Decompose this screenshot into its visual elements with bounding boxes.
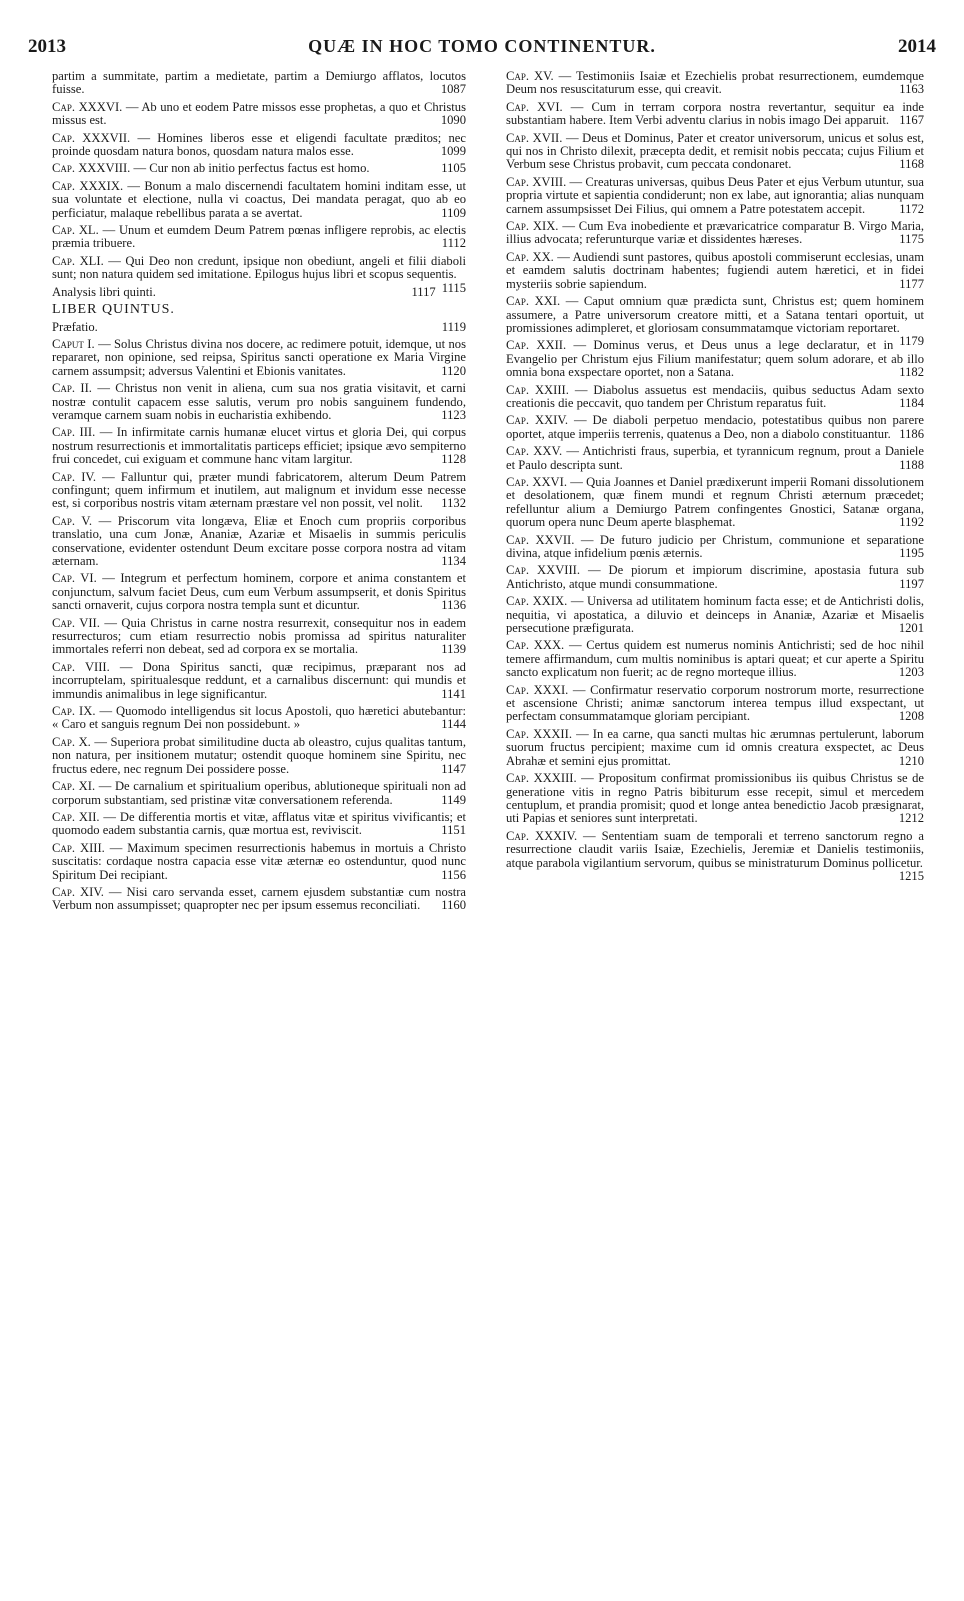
toc-entry [52,515,466,569]
toc-entry [52,842,466,882]
chapter-number: Cap. XXXVIII. [52,161,131,176]
book-heading: LIBER QUINTUS. [52,302,175,318]
toc-entry [52,132,466,159]
page-number-left: 2013 [28,36,66,57]
chapter-summary: — Integrum et perfectum hominem, corpore et anima constantem et conjunctum, salvum faciet Deus, cum eum Verbum assumpserit, et donis Spiritus sancti ornaverit, cujus corpora nostra templa sunt et dicuntur. [52,571,466,613]
chapter-summary: — De futuro judicio per Christum, communione et separatione divina, atque infidelium pœnis æternis. [506,532,924,560]
chapter-number: Cap. XI. [52,779,96,794]
chapter-summary: — Universa ad utilitatem hominum facta esse; et de Antichristi dolis, nequitia, vi apostatica, a diluvio et deinceps in Ananiæ, Azariæ et Misaelis persecutione præfigurata. [506,594,924,636]
page-reference: 1134 [441,554,466,568]
chapter-summary: — Maximum specimen resurrectionis habemus in mortuis a Christo suscitatis: cordaque nostra capacia esse vitæ æternæ eo ostenduntur, quod nunc Spiritum Dei recipiant. [52,840,466,882]
toc-entry [52,180,466,220]
page-reference: 1208 [898,709,924,724]
page-reference: 1167 [899,113,924,128]
page-reference: 1149 [441,792,466,807]
chapter-number: Cap. II. [52,381,92,396]
page-reference: 1212 [898,811,924,826]
chapter-number: Cap. XXI. [506,294,561,309]
chapter-summary: — Confirmatur reservatio corporum nostrorum morte, resurrectione et ascensione Christi; animæ sanctorum interea tempus illud exspectant, ut perfectam consummatamque gloriam percipiant. [506,682,924,724]
chapter-summary: — De diaboli perpetuo mendacio, potestatibus quibus non parere oportet, atque imperiis terrenis, quatenus a Deo, non a diabolo constituantur. [506,413,924,441]
page-reference: 1197 [899,576,924,591]
chapter-number: Cap. XXIX. [506,594,568,609]
toc-entry [52,426,466,466]
toc-entry [506,101,924,128]
page-reference: 1186 [899,426,924,441]
chapter-number: Cap. VII. [52,615,100,630]
toc-entry [506,639,924,679]
chapter-number: Cap. XV. [506,69,554,83]
chapter-number: Cap. XXVII. [506,532,575,547]
chapter-number: Cap. XXXIV. [506,828,578,843]
toc-entry [52,811,466,838]
chapter-summary: — De differentia mortis et vitæ, afflatus vitæ et spiritus vivificantis; et quomodo eadem substantia carnis, quæ mortua est, reviviscit. [52,809,466,838]
chapter-summary: partim a summitate, partim a medietate, partim a Demiurgo afflatos, locutos fuisse. [52,69,466,97]
toc-entry [52,162,466,175]
toc-entry [506,176,924,216]
toc-entry [506,132,924,172]
toc-entry [506,564,924,591]
chapter-summary: Analysis libri quinti. [52,284,156,299]
chapter-summary: — Deus et Dominus, Pater et creator universorum, unicus et solus est, qui nos in Christo dilexit, præcepta dedit, et remisit nobis peccata; cujus Filium et Verbum sese Christus probavit, cum peccata condonaret. [506,130,924,172]
page-reference: 1115 [441,280,466,295]
chapter-number: Cap. XX. [506,249,554,264]
chapter-summary: — Caput omnium quæ prædicta sunt, Christus est; quem hominem assumere, a Patre universorum creatore mitti, et a Satana tentari oportuit, ut promissiones adimpleret, et gloriosam consummatamque victoriam reportaret. [506,294,925,335]
toc-entry [52,705,466,732]
page-reference: 1177 [899,276,924,291]
chapter-number: Cap. XXXIII. [506,771,577,786]
chapter-summary: — Certus quidem est numerus nominis Antichristi; sed de hoc nihil temere affirmandum, cum multis nominibus is aptari queat; et cur aperte a Spiritu sancto explicatum non fuerit; ac de regno morteque illius. [506,638,924,680]
page-reference: 1160 [441,898,466,913]
left-column [52,70,466,917]
page-reference: 1136 [441,598,466,613]
chapter-number: Cap. XXXII. [506,726,572,741]
page-reference: 1182 [899,365,924,380]
chapter-summary: — Falluntur qui, præter mundi fabricatorem, alterum Deum Patrem confingunt; quem infirmum et inutilem, aut malignum et invidum esse necesse est, si corporibus nostris vitam æternam præstare vel non possit, vel nolit. [52,469,467,511]
page-reference: 1117 [411,284,436,299]
chapter-summary: Præfatio. [52,319,98,334]
chapter-summary: — Quia Joannes et Daniel prædixerunt imperii Romani dissolutionem et desolationem, quæ finem mundi et regnum Christi æternum præcedet; refelluntur alium a Demiurgo Patrem confingentes Gnostici, Satanæ organa, quorum opera nunc Deum aperte blasphemat. [506,474,924,530]
chapter-summary: — Ab uno et eodem Patre missos esse prophetas, a quo et Christus missus est. [52,99,466,128]
chapter-number: Cap. XVIII. [506,174,567,189]
chapter-summary: — Creaturas universas, quibus Deus Pater et ejus Verbum utuntur, sua propria virtute et sapientia condiderunt; non ex labe, aut ignorantia; alias nunquam carnem assumpsisset Dei Filius, qui omnem a Patre potestatem accepit. [506,174,924,216]
chapter-number: Cap. XXXI. [506,682,569,697]
chapter-number: Cap. XXVI. [506,474,567,489]
chapter-number: Caput I. [52,336,95,351]
page-reference: 1128 [441,452,466,467]
chapter-summary: — Christus non venit in aliena, cum sua nos gratia visitavit, et carni nostræ contulit capacem esse salutis, verum pro nobis sanguinem fundendo, veramque carnem suam nobis in eucharistia exhibendo. [52,381,467,422]
page-reference: 1215 [898,868,924,883]
page-reference: 1139 [441,642,466,657]
chapter-summary: — De carnalium et spiritualium operibus, ablutioneque spirituali non ad corporum substantiam, sed pristinæ vitæ conversationem referenda. [52,779,466,807]
chapter-number: Cap. VI. [52,571,97,586]
chapter-summary: — Superiora probat similitudine ducta ab oleastro, cujus qualitas tantum, non natura, per insitionem mutatur; ostendit quoque hominem sine Spiritu, nec fructus edere, nec regnum Dei possidere posse. [52,734,466,776]
toc-entry [52,321,466,334]
toc-entry [52,886,466,913]
chapter-number: Cap. XXIII. [506,382,569,397]
chapter-summary: — Antichristi fraus, superbia, et tyrannicum regnum, prout a Daniele et Paulo descripta sunt. [506,444,924,472]
page-reference: 1163 [899,82,924,97]
chapter-number: Cap. XL. [52,223,99,238]
toc-entry [506,828,924,883]
toc-entry [506,772,924,826]
page-reference: 1179 [899,334,924,349]
chapter-number: Cap. XXII. [506,338,567,353]
chapter-summary: — Dona Spiritus sancti, quæ recipimus, præparant nos ad incorruptelam, spiritualesque reddunt, et a carnalibus discernunt: qui mundis et immundis animalibus in lege significantur. [52,659,466,701]
chapter-summary: — Quia Christus in carne nostra resurrexit, consequitur nos in eadem resurrecturos; cum etiam resurrectio nobis promissa ad spiritus naturaliter immortales referri non debeat, sed ad corpora ex se mortalia. [52,615,466,657]
running-title: QUÆ IN HOC TOMO CONTINENTUR. [308,36,656,56]
chapter-summary: — In infirmitate carnis humanæ elucet virtus et gloria Dei, qui corpus nostrum resurrectionis et immortalitatis particeps efficiet; ipsique ævo sempiterno frui concedet, cui exiguam et commune hanc vitam largitur. [52,425,466,467]
toc-entry [506,595,924,635]
page-reference: 1099 [440,144,466,159]
chapter-number: Cap. XXXVI. [52,99,123,114]
toc-entry [506,534,924,561]
chapter-number: Cap. XXVIII. [506,563,581,578]
page-reference: 1119 [441,319,466,334]
toc-entry [52,382,466,422]
page-reference: 1120 [441,363,466,378]
page-reference: 1144 [441,717,466,732]
chapter-summary: — Qui Deo non credunt, ipsique non obediunt, angeli et filii diaboli sunt; non natura quidem sed imitatione. Epilogus hujus libri et scopus sequentis. [52,253,466,282]
chapter-number: Cap. X. [52,734,91,749]
page-reference: 1090 [440,113,466,128]
chapter-number: Cap. XIV. [52,884,104,899]
toc-entry [52,286,466,299]
chapter-number: Cap. III. [52,425,96,440]
chapter-number: Cap. IX. [52,704,96,719]
chapter-number: Cap. XVI. [506,99,563,114]
chapter-summary: — Cum Eva inobediente et prævaricatrice comparatur B. Virgo Maria, illius advocata; referunturque variæ et dissidentes hæreses. [506,219,925,247]
chapter-number: Cap. VIII. [52,659,110,674]
page-reference: 1112 [441,236,466,251]
toc-entry [52,661,466,701]
chapter-number: Cap. XVII. [506,130,563,145]
page-reference: 1210 [898,753,924,768]
chapter-summary: — Cum in terram corpora nostra revertantur, sequitur ea inde substantiam habere. Item Verbi adventu clarius in nobis imago Dei apparuit. [506,99,924,128]
page-reference: 1203 [898,665,924,680]
page-reference: 1151 [441,823,466,838]
chapter-summary: — Priscorum vita longæva, Eliæ et Enoch cum propriis corporibus translatio, una cum Jonæ, Ananiæ, Azariæ et Misaelis in summis periculis conservatione, evidenter ostendunt Deum excitare posse corpora nostra ad vitam æternam. [52,513,467,568]
toc-entry [52,780,466,807]
chapter-number: Cap. V. [52,513,93,528]
toc-entry [506,445,924,472]
chapter-number: Cap. XIX. [506,219,559,234]
chapter-number: Cap. XII. [52,809,100,824]
chapter-number: Cap. XXXIX. [52,178,124,193]
toc-entry [52,617,466,657]
chapter-summary: — Unum et eumdem Deum Patrem pœnas infligere reprobis, ac electis præmia tribuere. [52,223,466,251]
chapter-summary: — Quomodo intelligendus sit locus Apostoli, quo hæretici abutebantur: « Caro et sanguis regnum Dei non possidebunt. » [52,704,467,732]
toc-entry [506,70,924,97]
chapter-summary: — Homines liberos esse et eligendi facultate præditos; nec proinde quosdam natura bonos, quosdam natura malos esse. [52,130,466,159]
chapter-summary: — Sententiam suam de temporali et terreno sanctorum regno a resurrectione claudit variis Isaiæ, Ezechielis, Jeremiæ et Danielis testimoniis, atque parabola vigilantium servorum, quibus se ministraturum Dominus pollicetur. [506,828,924,870]
chapter-summary: — De piorum et impiorum discrimine, apostasia futura sub Antichristo, atque mundi consummatione. [506,563,924,591]
page-number-right: 2014 [898,36,936,57]
toc-entry [506,476,924,530]
chapter-summary: — Cur non ab initio perfectus factus est homo. [133,161,370,176]
toc-entry [506,414,924,441]
chapter-number: Cap. XXXVII. [52,130,131,145]
page-reference: 1168 [899,157,924,172]
page-reference: 1195 [899,546,924,560]
chapter-summary: — In ea carne, qua sancti multas hic ærumnas pertulerunt, laborum suorum fructus percipient; maxime cum id omnis creatura exspectet, ac Deus Abrahæ et semini ejus promittat. [506,726,924,768]
toc-entry [52,224,466,251]
toc-entry [52,101,466,128]
chapter-summary: — Testimoniis Isaiæ et Ezechielis probat resurrectionem, eumdemque Deum nos resuscitaturum esse, qui creavit. [506,69,925,97]
chapter-number: Cap. XIII. [52,840,105,855]
page-reference: 1141 [441,686,466,701]
chapter-summary: — Audiendi sunt pastores, quibus apostoli commiserunt ecclesias, unam et eamdem salutis doctrinam habentes; fugiendi autem hæretici, et in fidei mysteriis sobrie sapiendum. [506,249,924,291]
page-reference: 1192 [899,515,924,530]
chapter-number: Cap. XXV. [506,444,563,459]
page-reference: 1156 [441,867,466,882]
page-reference: 1123 [441,407,466,422]
chapter-summary: — Solus Christus divina nos docere, ac redimere potuit, idemque, ut nos repararet, non opinione, sed reipsa, Spiritus sancti operatione ex Maria Virgine carnem assumpsit; adversus Valentini et Ebionis vanitates. [52,336,466,378]
toc-entry [52,572,466,612]
chapter-summary: — Propositum confirmat promissionibus iis quibus Christus se de generatione vitis in regno Patris bibiturum esse recepit, simul et mercedem centuplum, et prandia promisit; quod et longe antea benedictio Jacob præsignarat, uti Papias et seniores sunt interpretati. [506,771,924,826]
page-reference: 1184 [899,395,924,410]
chapter-number: Cap. XXX. [506,638,565,653]
page-reference: 1172 [899,201,924,216]
page-reference: 1105 [441,161,466,176]
toc-entry [506,384,924,411]
toc-entry [506,251,924,291]
toc-entry [52,70,466,97]
right-column [506,70,924,883]
toc-entry [506,220,924,247]
page-reference: 1147 [441,761,466,776]
page-reference: 1109 [441,205,466,220]
toc-entry [506,728,924,768]
toc-entry [52,471,466,511]
chapter-number: Cap. XLI. [52,253,104,268]
chapter-summary: — Nisi caro servanda esset, carnem ejusdem substantiæ cum nostra Verbum non assumpisset; quapropter nec per ipsum essemus reconciliati. [52,884,467,913]
chapter-summary: — Dominus verus, et Deus unus a lege declaratur, et in Evangelio per Christum ejus Filium manifestatur; quem solum adorare, et ab illo omnia bona exspectare oportet, non a Satana. [506,338,924,380]
toc-entry [506,684,924,724]
chapter-number: Cap. XXIV. [506,413,568,428]
chapter-summary: — Diabolus assuetus est mendaciis, quibus seductus Adam sexto creationis die peccavit, quo tandem per Christum reparatus fuit. [506,382,924,410]
page-reference: 1188 [899,457,924,472]
toc-entry [506,339,924,379]
page-reference: 1175 [899,232,924,247]
chapter-number: Cap. IV. [52,469,97,484]
page-reference: 1132 [441,496,466,511]
chapter-summary: — Bonum a malo discernendi facultatem homini inditam esse, ut sua voluntate et electione, nulla vi coactus, Dei mandata peragat, quo ab eo perficiatur, malaque rebellibus parata a se avertat. [52,178,466,220]
page-reference: 1087 [440,82,466,97]
toc-entry [52,736,466,776]
page-reference: 1201 [898,621,924,636]
page-header [28,36,936,60]
toc-entry [52,338,466,378]
